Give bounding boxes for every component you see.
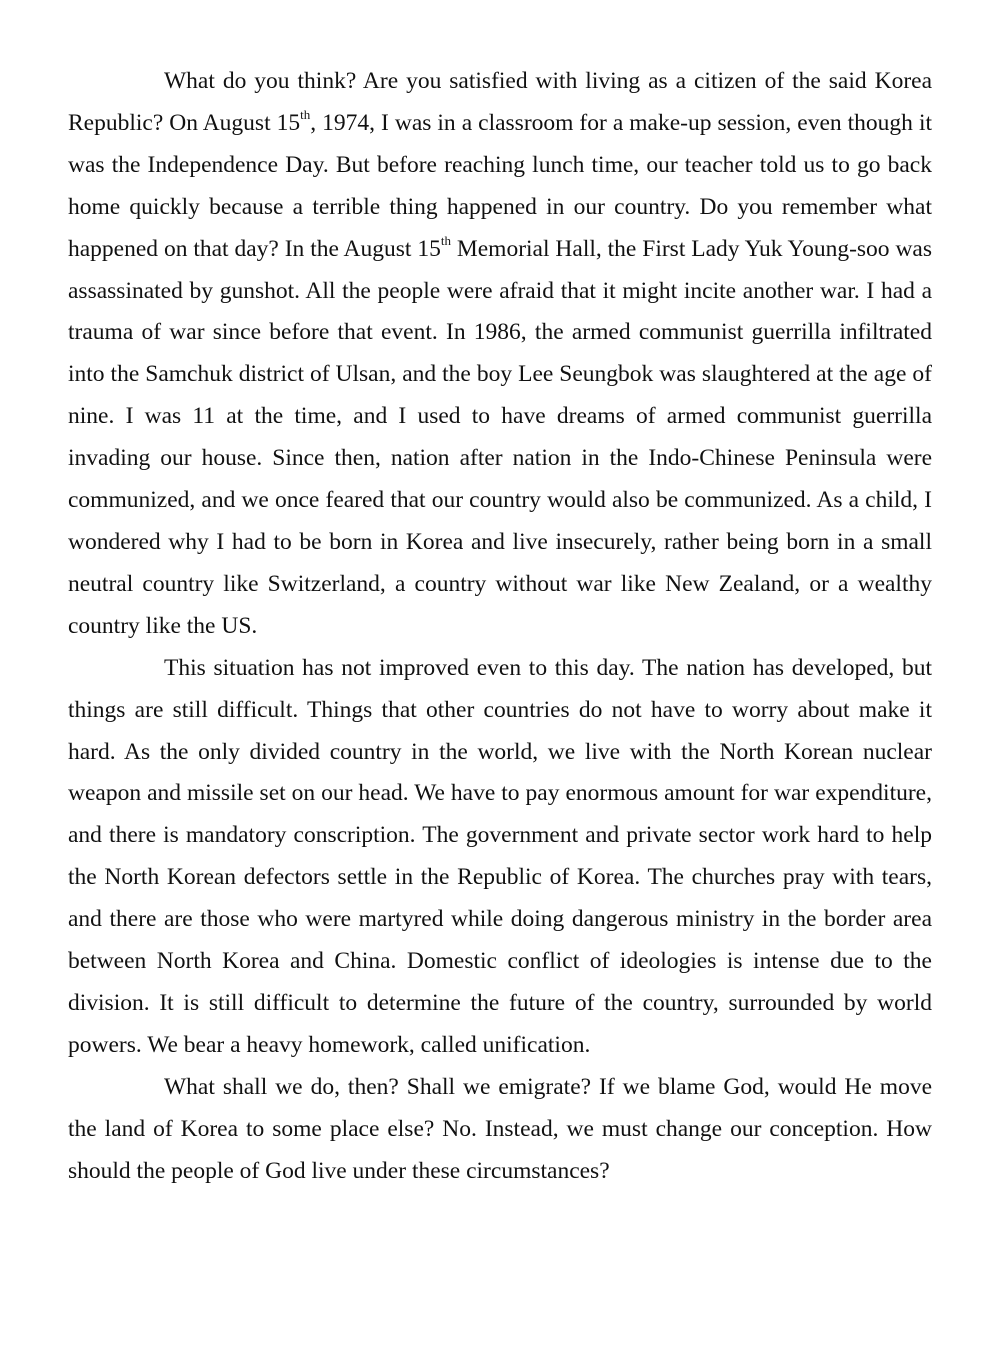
paragraph-2: This situation has not improved even to this day. The nation has developed, but things are still difficult. Things that other countries do not have to worry about make it hard. As the only divided country in the world, we live with the North Korean nuclear weapon and missile set on our head. We have to pay enormous amount for war expenditure, and there is mandatory conscription. The government and private sector work hard to help the North Korean defectors settle in the Republic of Korea. The churches pray with tears, and there are those who were martyred while doing dangerous ministry in the border area between North Korea and China. Domestic conflict of ideologies is intense due to the division. It is still difficult to determine the future of the country, surrounded by world powers. We bear a heavy homework, called unification. <box>68 654 932 1058</box>
paragraph-1-text-a: What do you think? Are you satisfied with living as a citizen of the said Korea Republic? On August 15 <box>68 68 932 136</box>
superscript-th-1: th <box>300 106 311 122</box>
document-page <box>68 61 932 1192</box>
paragraph-1-text-b: , 1974, I was in a classroom for a make-up session, even though it was the Independence Day. But before reaching lunch time, our teacher told us to go back home quickly because a terrible thing happened in our country. Do you remember what happened on that day? In the August 15 <box>68 109 932 262</box>
superscript-th-2: th <box>440 232 451 248</box>
paragraph-1 <box>68 61 932 648</box>
paragraph-1-text-c: Memorial Hall, the First Lady Yuk Young-soo was assassinated by gunshot. All the people were afraid that it might incite another war. I had a trauma of war since before that event. In 1986, the armed communist guerrilla infiltrated into the Samchuk district of Ulsan, and the boy Lee Seungbok was slaughtered at the age of nine. I was 11 at the time, and I used to have dreams of armed communist guerrilla invading our house. Since then, nation after nation in the Indo-Chinese Peninsula were communized, and we once feared that our country would also be communized. As a child, I wondered why I had to be born in Korea and live insecurely, rather being born in a small neutral country like Switzerland, a country without war like New Zealand, or a wealthy country like the US. <box>68 235 932 639</box>
paragraph-3: What shall we do, then? Shall we emigrate? If we blame God, would He move the land of Korea to some place else? No. Instead, we must change our conception. How should the people of God live under these circumstances? <box>68 1073 932 1184</box>
